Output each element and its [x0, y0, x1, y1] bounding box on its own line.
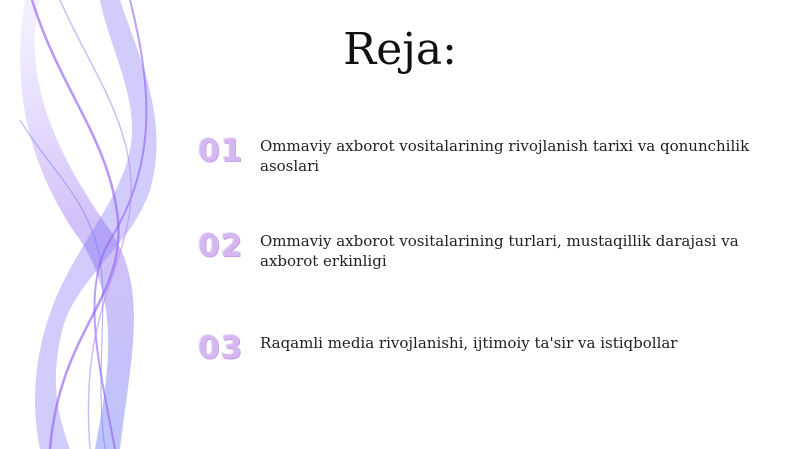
agenda-number: 03 — [198, 330, 244, 366]
agenda-text: Raqamli media rivojlanishi, ijtimoiy ta'sir va istiqbollar — [260, 334, 678, 352]
agenda-text: Ommaviy axborot vositalarining rivojlanish tarixi va qonunchilik asoslari — [260, 137, 750, 175]
slide-title: Reja: — [343, 24, 457, 75]
agenda-text: Ommaviy axborot vositalarining turlari, mustaqillik darajasi va axborot erkinligi — [260, 232, 739, 270]
purple-ribbon-decoration — [0, 0, 200, 449]
agenda-number: 02 — [198, 228, 244, 264]
agenda-number: 01 — [198, 133, 244, 169]
